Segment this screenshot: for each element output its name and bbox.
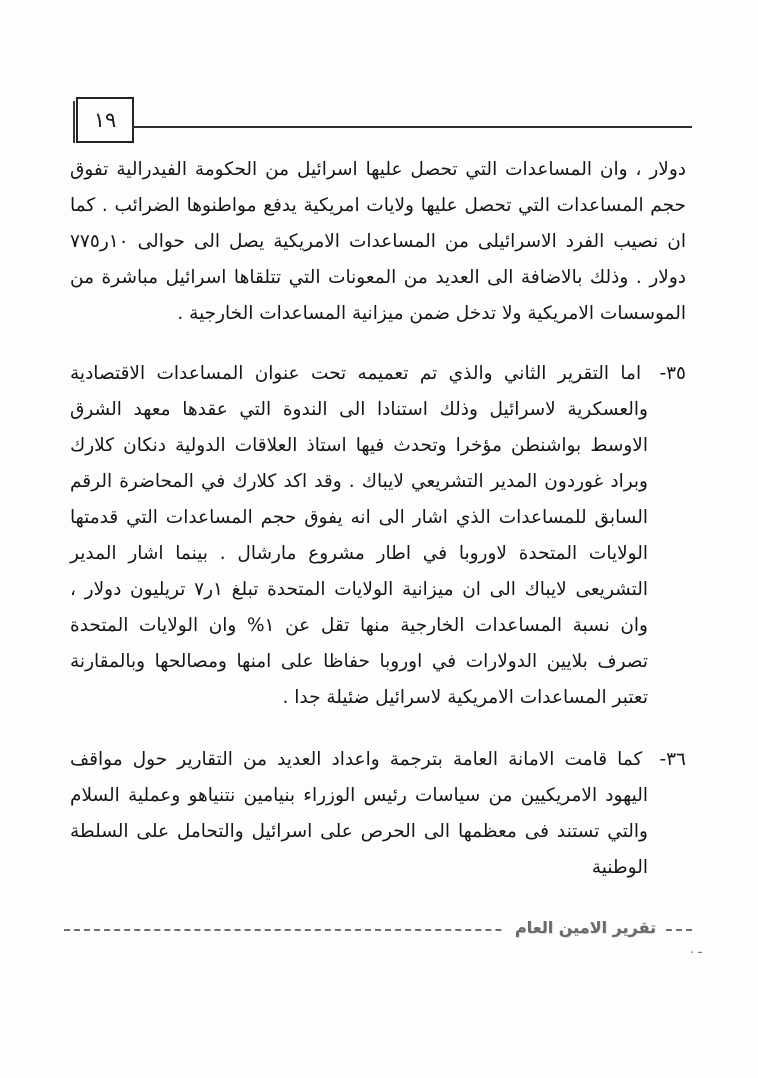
- header-rule: [132, 126, 692, 128]
- numbered-paragraph-36: [70, 742, 686, 886]
- item-text-35: اما التقرير الثاني والذي تم تعميمه تحت عنوان المساعدات الاقتصادية والعسكرية لاسرائيل وذلك استنادا الى الندوة التي عقدها معهد الشرق الاوسط بواشنطن مؤخرا وتحدث فيها استاذ العلاقات الدولية دنكان كلارك وبراد غوردون المدير التشريعي لايباك . وقد اكد كلارك في المحاضرة الرقم السابق للمساعدات الذي اشار الى انه يفوق حجم المساعدات التي قدمتها الولايات المتحدة لاوروبا في اطار مشروع مارشال . بينما اشار المدير التشريعى لايباك الى ان ميزانية الولايات المتحدة تبلغ ١ر٧ تريليون دولار ، وان نسبة المساعدات الخارجية منها تقل عن ١% وان الولايات المتحدة تصرف بلايين الدولارات في اوروبا حفاظا على امنها ومصالحها وبالمقارنة تعتبر المساعدات الامريكية لاسرائيل ضئيلة جدا .: [70, 363, 649, 708]
- paragraph-continuation: دولار ، وان المساعدات التي تحصل عليها اسرائيل من الحكومة الفيدرالية تفوق حجم المساعدات التي تحصل عليها ولايات امريكية يدفع مواطنوها الضرائب . كما ان نصيب الفرد الاسرائيلى من المساعدات الامريكية يصل الى حوالى ١٠ر٧٧٥ دولار . وذلك بالاضافة الى العديد من المعونات التي تتلقاها اسرائيل مباشرة من الموسسات الامريكية ولا تدخل ضمن ميزانية المساعدات الخارجية .: [70, 159, 686, 324]
- body-text: [70, 152, 686, 912]
- footer-rule: [64, 918, 692, 937]
- footer-end-mark: ـ .: [689, 942, 702, 957]
- page-number: ١٩: [93, 108, 117, 132]
- item-number-35: ٣٥-: [659, 363, 686, 384]
- numbered-paragraph-35: [70, 356, 686, 716]
- item-number-36: ٣٦-: [659, 749, 686, 770]
- footer-stamp: تقرير الامين العام: [505, 918, 666, 937]
- page-number-box: [76, 97, 134, 143]
- item-text-36: كما قامت الامانة العامة بترجمة واعداد العديد من التقارير حول مواقف اليهود الامريكيين من سياسات رئيس الوزراء بنيامين نتنياهو وعملية السلام والتي تستند فى معظمها الى الحرص على اسرائيل والتحامل على السلطة الوطنية: [70, 749, 648, 878]
